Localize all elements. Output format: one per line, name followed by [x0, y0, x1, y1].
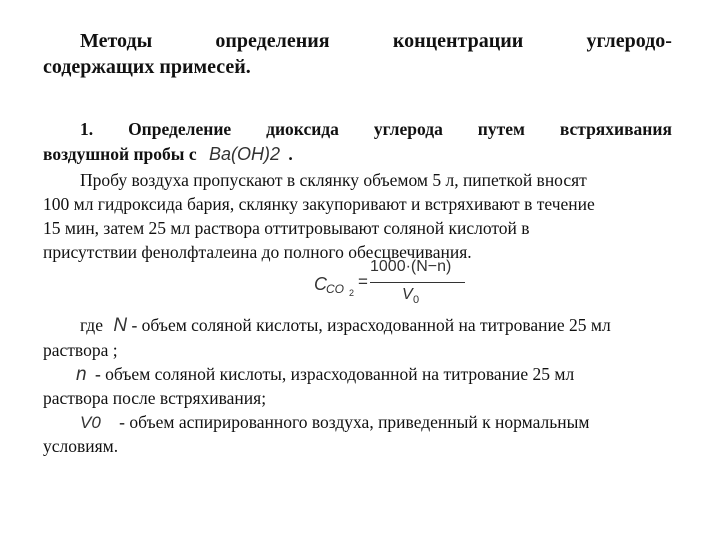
legend-V-text: - объем аспирированного воздуха, приведенный к нормальным: [119, 412, 590, 432]
legend-N-symbol: N: [113, 315, 128, 336]
legend-n-line: [76, 363, 706, 386]
procedure-line-2: 100 мл гидроксида бария, склянку закупоривают и встряхивают в течение: [43, 194, 595, 214]
legend-N-text: - объем соляной кислоты, израсходованной на титрование 25 мл: [131, 315, 611, 335]
section-title-word: путем: [477, 119, 525, 139]
heading-line-2: содержащих примесей.: [43, 56, 251, 78]
heading-word: определения: [215, 30, 330, 52]
section-title-word: встряхивания: [559, 119, 672, 139]
section-title-word: Определение: [128, 119, 232, 139]
section-title-line-1: [80, 118, 672, 140]
legend-V-line: [80, 411, 710, 434]
heading-word: углеродо-: [586, 30, 672, 52]
heading-line-1: [80, 30, 672, 52]
heading-word: Методы: [80, 30, 153, 52]
legend-N-cont: раствора ;: [43, 340, 118, 360]
reagent-formula: Ba(OH)2: [208, 144, 280, 164]
heading-word: концентрации: [392, 30, 524, 52]
legend-n-symbol: n: [76, 364, 87, 385]
procedure-line-3: 15 мин, затем 25 мл раствора оттитровывают соляной кислотой в: [43, 218, 530, 238]
fraction-bar: [370, 282, 465, 283]
section-title-word: углерода: [373, 119, 443, 139]
formula-lhs: C: [314, 274, 327, 294]
co2-formula: [310, 258, 470, 310]
legend-V-cont: условиям.: [43, 436, 119, 456]
legend-n-text: - объем соляной кислоты, израсходованной на титрование 25 мл: [94, 364, 575, 384]
section-title-line-2: [43, 143, 673, 165]
section-title-word: 1.: [80, 119, 94, 139]
section-title-word: диоксида: [266, 119, 339, 139]
formula-denominator: V: [402, 286, 413, 303]
formula-lhs-subsub: 2: [349, 288, 355, 298]
procedure-line-1: Пробу воздуха пропускают в склянку объемом 5 л, пипеткой вносят: [80, 170, 587, 190]
legend-V-symbol: V0: [80, 413, 101, 432]
formula-denominator-sub: 0: [413, 294, 420, 306]
section-title-period: .: [288, 144, 293, 164]
procedure-line-4: присутствии фенолфталеина до полного обесцвечивания.: [43, 242, 472, 262]
section-title-text: воздушной пробы с: [43, 144, 197, 164]
legend-where: где: [80, 315, 103, 335]
legend-n-cont: раствора после встряхивания;: [43, 388, 267, 408]
formula-numerator: 1000·(N−n): [370, 258, 452, 275]
legend-N-line: [80, 314, 710, 337]
formula-equals: =: [358, 272, 368, 291]
formula-lhs-sub: CO: [326, 282, 344, 296]
